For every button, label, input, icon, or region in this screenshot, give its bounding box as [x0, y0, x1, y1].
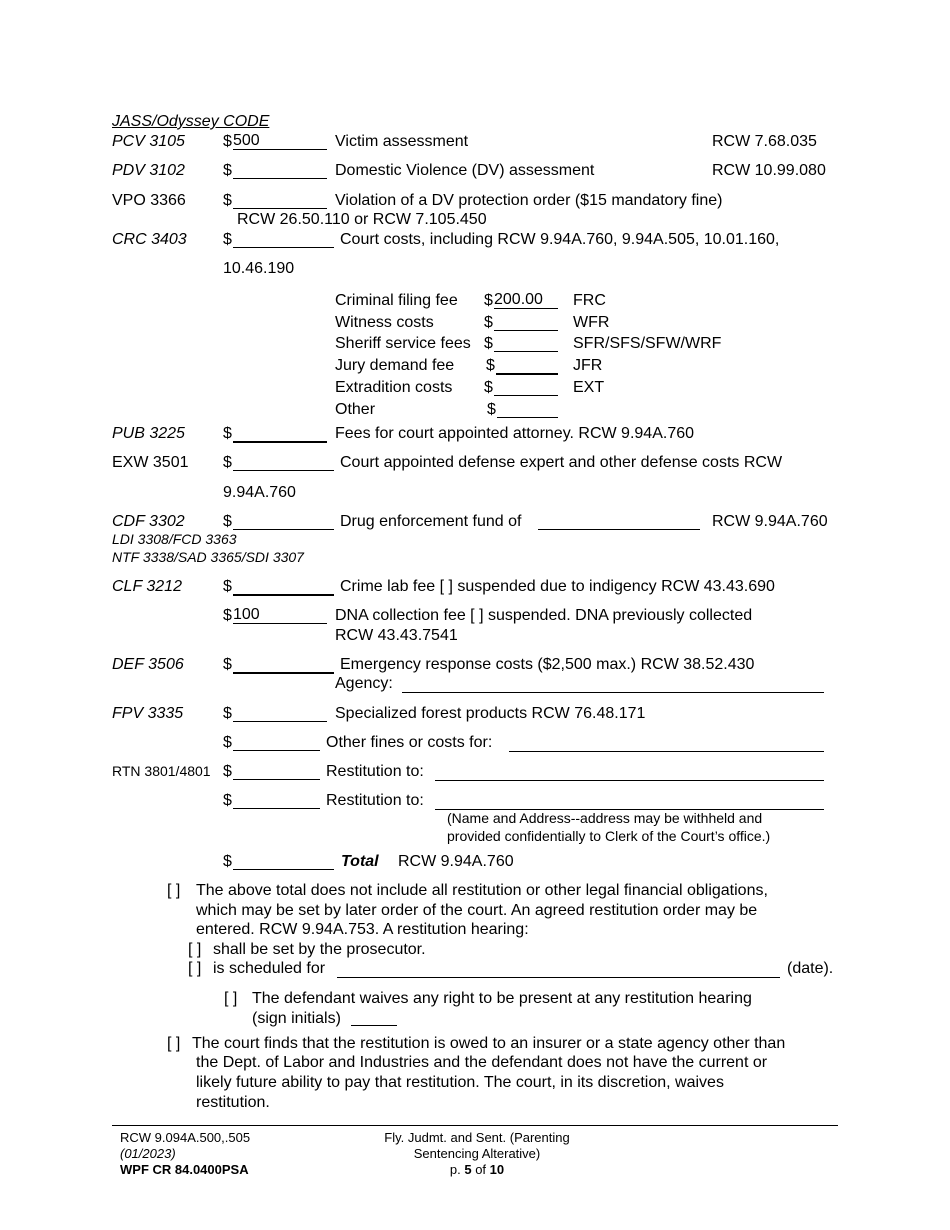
exw-desc-cont: 9.94A.760: [223, 484, 296, 501]
pcv-rcw: RCW 7.68.035: [712, 133, 817, 150]
total-rcw: RCW 9.94A.760: [398, 853, 514, 870]
code-cdf: CDF 3302: [112, 513, 185, 530]
waive-line2: (sign initials): [252, 1010, 341, 1027]
para2-line1: The court finds that the restitution is owed to an insurer or a state agency other than: [192, 1035, 786, 1052]
dollar-sign: $: [484, 379, 493, 396]
prosecutor-option: shall be set by the prosecutor.: [213, 941, 426, 958]
scheduled-checkbox[interactable]: [ ]: [188, 960, 202, 977]
rtn2-note-1: (Name and Address--address may be withheld and: [447, 810, 763, 826]
dollar-sign: $: [223, 656, 232, 673]
dna-amount-field[interactable]: 100: [233, 606, 327, 624]
footer-title-2: Sentencing Alterative): [413, 1146, 541, 1161]
def-agency-field[interactable]: [402, 674, 824, 693]
pdv-rcw: RCW 10.99.080: [712, 162, 826, 179]
footer-page-number: [352, 1162, 602, 1178]
scheduled-option: is scheduled for: [213, 960, 326, 977]
crc-amount-field[interactable]: [233, 230, 334, 248]
code-crc: CRC 3403: [112, 231, 187, 248]
pdv-desc: Domestic Violence (DV) assessment: [335, 162, 595, 179]
waive-checkbox[interactable]: [ ]: [224, 990, 238, 1007]
pcv-amount-field[interactable]: 500: [233, 132, 327, 150]
cost-label-sheriff: Sheriff service fees: [335, 335, 471, 352]
clf-desc: Crime lab fee [ ] suspended due to indigency RCW 43.43.690: [340, 578, 775, 595]
para1-line2: which may be set by later order of the court. An agreed restitution order may be: [196, 902, 758, 919]
initials-field[interactable]: [351, 1009, 397, 1026]
dna-desc: DNA collection fee [ ] suspended. DNA previously collected: [335, 607, 753, 624]
total-amount-field[interactable]: [233, 852, 334, 870]
dollar-sign: $: [223, 578, 232, 595]
date-label: (date).: [787, 960, 834, 977]
para1-line1: The above total does not include all restitution or other legal financial obligations,: [196, 882, 768, 899]
footer-rule: [112, 1125, 838, 1126]
cost-label-filing: Criminal filing fee: [335, 292, 458, 309]
cost-label-witness: Witness costs: [335, 314, 434, 331]
restitution-checkbox[interactable]: [ ]: [167, 882, 181, 899]
dna-rcw: RCW 43.43.7541: [335, 627, 458, 644]
footer-rcw: RCW 9.094A.500,.505: [120, 1130, 251, 1145]
vpo-desc: Violation of a DV protection order ($15 mandatory fine): [335, 192, 723, 209]
total-label: Total: [341, 853, 379, 870]
other-fines-for-field[interactable]: [509, 733, 824, 752]
dollar-sign: $: [223, 425, 232, 442]
sheriff-fees-field[interactable]: [494, 334, 558, 352]
dollar-sign: $: [484, 292, 493, 309]
page-current: 5: [464, 1162, 472, 1177]
rtn2-amount-field[interactable]: [233, 791, 320, 809]
exw-amount-field[interactable]: [233, 453, 334, 471]
dollar-sign: $: [223, 162, 232, 179]
cost-code-sheriff: SFR/SFS/SFW/WRF: [573, 335, 722, 352]
rtn2-note-2: provided confidentially to Clerk of the Court’s office.): [447, 828, 771, 844]
dollar-sign: $: [223, 192, 232, 209]
fpv-amount-field[interactable]: [233, 704, 327, 722]
code-clf: CLF 3212: [112, 578, 182, 595]
restitution-to-field-2[interactable]: [435, 791, 824, 810]
cdf-rcw: RCW 9.94A.760: [712, 513, 828, 530]
cost-label-extradition: Extradition costs: [335, 379, 453, 396]
para1-line3: entered. RCW 9.94A.753. A restitution hearing:: [196, 921, 529, 938]
dollar-sign: $: [223, 513, 232, 530]
dollar-sign: $: [486, 357, 495, 374]
cdf-subcodes-2: NTF 3338/SAD 3365/SDI 3307: [112, 549, 304, 565]
def-agency-label: Agency:: [335, 675, 393, 692]
drug-fund-name-field[interactable]: [538, 512, 700, 530]
extradition-field[interactable]: [494, 378, 558, 396]
dollar-sign: $: [223, 231, 232, 248]
other-cost-field[interactable]: [497, 400, 558, 418]
dollar-sign: $: [223, 607, 232, 624]
def-amount-field[interactable]: [233, 655, 334, 674]
cdf-subcodes-1: LDI 3308/FCD 3363: [112, 531, 237, 547]
cost-code-jury: JFR: [573, 357, 603, 374]
dollar-sign: $: [223, 853, 232, 870]
page-total: 10: [489, 1162, 505, 1177]
cdf-desc: Drug enforcement fund of: [340, 513, 522, 530]
restitution-to-field[interactable]: [435, 762, 824, 781]
code-pdv: PDV 3102: [112, 162, 185, 179]
pcv-desc: Victim assessment: [335, 133, 469, 150]
dollar-sign: $: [223, 734, 232, 751]
def-desc: Emergency response costs ($2,500 max.) RCW 38.52.430: [340, 656, 755, 673]
rtn-amount-field[interactable]: [233, 762, 320, 780]
crc-desc: Court costs, including RCW 9.94A.760, 9.94A.505, 10.01.160,: [340, 231, 780, 248]
rtn-desc: Restitution to:: [326, 763, 424, 780]
para2-line3: likely future ability to pay that restitution. The court, in its discretion, waives: [196, 1074, 724, 1091]
vpo-amount-field[interactable]: [233, 191, 327, 209]
code-def: DEF 3506: [112, 656, 184, 673]
jury-fee-field[interactable]: [496, 356, 558, 375]
code-header: JASS/Odyssey CODE: [112, 113, 270, 130]
dollar-sign: $: [223, 763, 232, 780]
code-pub: PUB 3225: [112, 425, 185, 442]
footer-date: (01/2023): [120, 1146, 176, 1161]
dollar-sign: $: [223, 705, 232, 722]
fpv-desc: Specialized forest products RCW 76.48.171: [335, 705, 646, 722]
cost-code-extradition: EXT: [573, 379, 605, 396]
dollar-sign: $: [484, 335, 493, 352]
waiver-finding-checkbox[interactable]: [ ]: [167, 1035, 181, 1052]
code-fpv: FPV 3335: [112, 705, 184, 722]
dollar-sign: $: [223, 133, 232, 150]
page-of: of: [475, 1162, 487, 1177]
footer-form-number: WPF CR 84.0400PSA: [120, 1162, 249, 1177]
filing-fee-field[interactable]: 200.00: [494, 291, 558, 309]
prosecutor-checkbox[interactable]: [ ]: [188, 941, 202, 958]
crc-desc-cont: 10.46.190: [223, 260, 295, 277]
code-exw: EXW 3501: [112, 454, 189, 471]
cost-code-witness: WFR: [573, 314, 610, 331]
rtn2-desc: Restitution to:: [326, 792, 424, 809]
waive-line1: The defendant waives any right to be present at any restitution hearing: [252, 990, 752, 1007]
pub-amount-field[interactable]: [233, 424, 327, 443]
pdv-amount-field[interactable]: [233, 161, 327, 179]
other-fines-desc: Other fines or costs for:: [326, 734, 493, 751]
code-vpo: VPO 3366: [112, 192, 186, 209]
clf-amount-field[interactable]: [233, 577, 334, 596]
other-fines-amount-field[interactable]: [233, 733, 320, 751]
vpo-rcw: RCW 26.50.110 or RCW 7.105.450: [237, 211, 487, 228]
code-rtn: RTN 3801/4801: [112, 763, 211, 779]
page-prefix: p.: [449, 1162, 461, 1177]
pub-desc: Fees for court appointed attorney. RCW 9.94A.760: [335, 425, 695, 442]
dollar-sign: $: [487, 401, 496, 418]
cost-label-other: Other: [335, 401, 376, 418]
cost-code-filing: FRC: [573, 292, 606, 309]
cdf-amount-field[interactable]: [233, 512, 334, 530]
footer-title-1: Fly. Judmt. and Sent. (Parenting: [384, 1130, 570, 1145]
cost-label-jury: Jury demand fee: [335, 357, 455, 374]
code-pcv: PCV 3105: [112, 133, 185, 150]
dollar-sign: $: [223, 792, 232, 809]
dollar-sign: $: [484, 314, 493, 331]
witness-costs-field[interactable]: [494, 313, 558, 331]
para2-line2: the Dept. of Labor and Industries and the defendant does not have the current or: [196, 1054, 768, 1071]
exw-desc: Court appointed defense expert and other defense costs RCW: [340, 454, 783, 471]
dollar-sign: $: [223, 454, 232, 471]
para2-line4: restitution.: [196, 1094, 270, 1111]
hearing-date-field[interactable]: [337, 959, 780, 978]
